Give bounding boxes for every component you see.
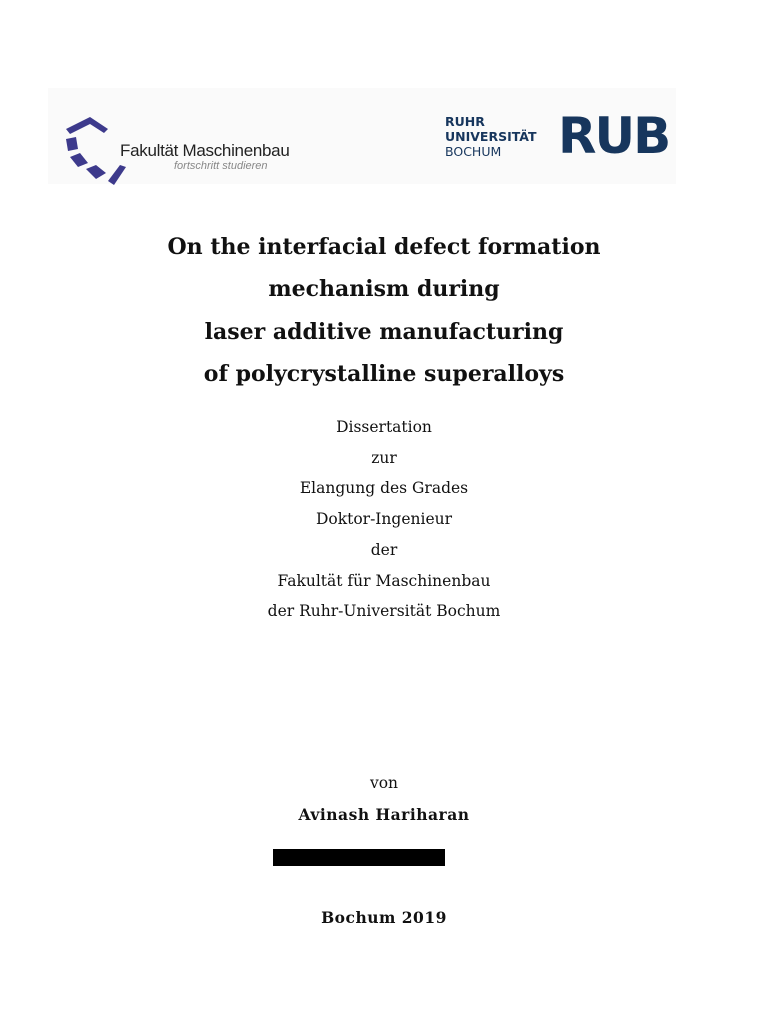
university-name — [445, 114, 537, 159]
title-line: mechanism during — [268, 276, 500, 303]
rub-logo: RUB — [558, 107, 670, 165]
info-line: Doktor-Ingenieur — [315, 510, 453, 529]
place-year: Bochum 2019 — [321, 908, 447, 927]
thesis-title — [0, 226, 768, 395]
info-line: zur — [371, 448, 397, 467]
info-line: Fakultät für Maschinenbau — [277, 571, 491, 590]
title-line: On the interfacial defect formation — [167, 234, 601, 260]
title-line: of polycrystalline superalloys — [203, 360, 565, 387]
dissertation-info — [0, 412, 768, 627]
author-name: Avinash Hariharan — [298, 805, 470, 824]
info-line: der Ruhr-Universität Bochum — [267, 602, 501, 621]
university-line: BOCHUM — [445, 144, 502, 159]
title-line: laser additive manufacturing — [204, 318, 564, 345]
by-label: von — [369, 774, 399, 792]
university-line: RUHR — [445, 114, 485, 129]
faculty-slogan: fortschritt studieren — [174, 160, 268, 172]
university-line: UNIVERSITÄT — [445, 129, 537, 144]
info-line: Dissertation — [336, 418, 432, 436]
faculty-name: Fakultät Maschinenbau — [120, 141, 290, 160]
info-line: Elangung des Grades — [299, 479, 469, 498]
info-line: der — [370, 540, 398, 559]
redaction-bar — [273, 849, 445, 866]
